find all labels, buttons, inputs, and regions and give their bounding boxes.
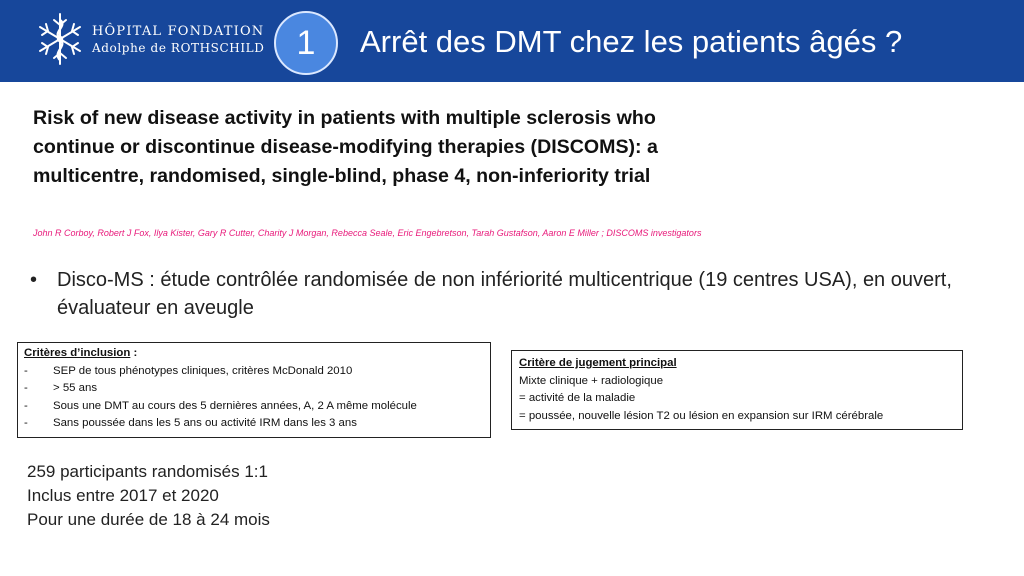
organization-name-line2: Adolphe de ROTHSCHILD xyxy=(92,41,265,55)
primary-endpoint-line: = activité de la maladie xyxy=(519,392,636,404)
inclusion-criterion-text: SEP de tous phénotypes cliniques, critères McDonald 2010 xyxy=(53,364,353,377)
list-dash: - xyxy=(24,399,28,412)
primary-endpoint-line: Mixte clinique + radiologique xyxy=(519,374,664,387)
paper-authors: John R Corboy, Robert J Fox, Ilya Kister, Gary R Cutter, Charity J Morgan, Rebecca Seale, Eric Engebretson, Tarah Gustafson, Aaron E Miller ; DISCOMS investigators xyxy=(33,228,702,238)
inclusion-criteria-heading: Critères d’inclusion xyxy=(24,347,131,359)
inclusion-criterion-text: Sous une DMT au cours des 5 dernières années, A, 2 A même molécule xyxy=(53,399,417,412)
stats-participants: 259 participants randomisés 1:1 xyxy=(27,462,268,481)
inclusion-criterion xyxy=(24,380,484,398)
stats-duration: Pour une durée de 18 à 24 mois xyxy=(27,510,270,529)
paper-title: Risk of new disease activity in patients with multiple sclerosis who continue or discontinue disease-modifying therapies (DISCOMS): a multicentre, randomised, single-blind, phase 4, non-inferiority trial xyxy=(33,107,658,187)
organization-name-line1: HÔPITAL FONDATION xyxy=(92,24,265,39)
inclusion-criteria-heading-row xyxy=(24,345,484,363)
list-dash: - xyxy=(24,382,28,394)
organization-name xyxy=(92,24,264,56)
stats-inclusion-period: Inclus entre 2017 et 2020 xyxy=(27,486,219,505)
inclusion-criterion-text: > 55 ans xyxy=(53,382,98,394)
primary-endpoint-line: = poussée, nouvelle lésion T2 ou lésion en expansion sur IRM cérébrale xyxy=(519,409,884,422)
bullet-dot: • xyxy=(30,269,38,291)
inclusion-criterion-text: Sans poussée dans les 5 ans ou activité IRM dans les 3 ans xyxy=(53,417,357,429)
header-banner xyxy=(0,0,1024,82)
section-number-badge: 1 xyxy=(274,11,338,75)
inclusion-criterion xyxy=(24,415,484,433)
list-dash: - xyxy=(24,364,28,377)
study-description-bullet xyxy=(30,266,1005,322)
inclusion-criterion xyxy=(24,363,484,381)
inclusion-criterion xyxy=(24,398,484,416)
primary-endpoint-box xyxy=(511,350,963,430)
list-dash: - xyxy=(24,417,28,429)
primary-endpoint-heading: Critère de jugement principal xyxy=(519,357,677,369)
caduceus-snowflake-logo-icon xyxy=(34,10,86,68)
slide-title: Arrêt des DMT chez les patients âgés ? xyxy=(360,24,903,59)
inclusion-criteria-heading-suffix: : xyxy=(130,347,138,359)
study-description-text: Disco-MS : étude contrôlée randomisée de non infériorité multicentrique (19 centres USA), en ouvert, évaluateur en aveugle xyxy=(57,269,952,319)
study-stats xyxy=(27,460,270,532)
inclusion-criteria-box xyxy=(17,342,491,438)
